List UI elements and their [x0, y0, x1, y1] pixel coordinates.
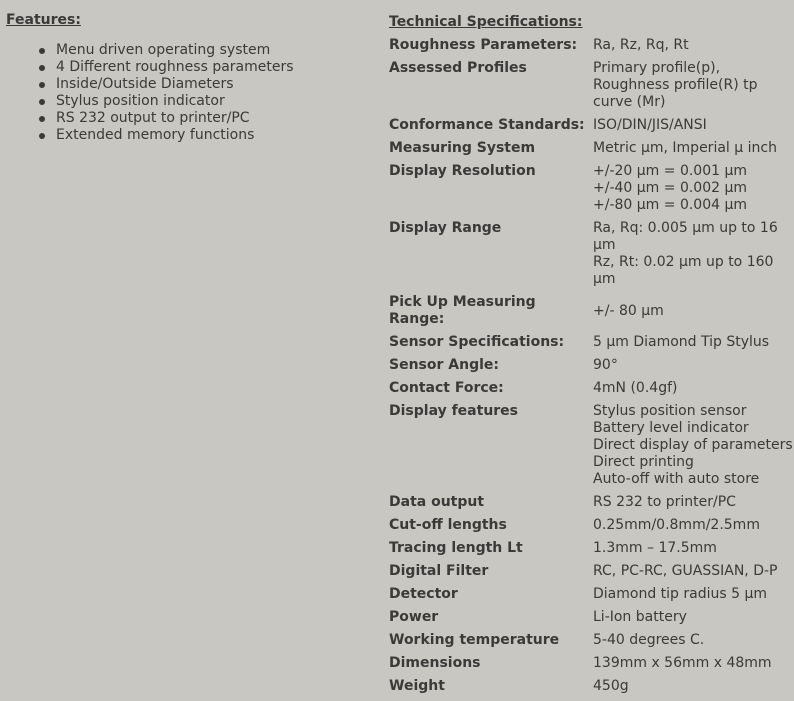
- spec-row: [389, 117, 793, 140]
- spec-value: Ra, Rz, Rq, Rt: [593, 37, 689, 53]
- spec-label: Tracing length Lt: [389, 540, 523, 556]
- spec-row: [389, 563, 793, 586]
- spec-value: +/- 80 µm: [593, 302, 664, 319]
- spec-row: [389, 586, 793, 609]
- spec-row: [389, 403, 793, 494]
- spec-value: Diamond tip radius 5 µm: [593, 586, 768, 602]
- spec-label: Display Resolution: [389, 163, 536, 179]
- spec-value: RS 232 to printer/PC: [593, 494, 736, 510]
- spec-row: [389, 609, 793, 632]
- spec-row: [389, 140, 793, 163]
- spec-row: [389, 294, 793, 334]
- features-section: [6, 12, 336, 144]
- spec-label: Contact Force:: [389, 380, 504, 396]
- spec-row: [389, 37, 793, 60]
- spec-label: Power: [389, 609, 439, 625]
- spec-label: Working temperature: [389, 632, 560, 648]
- spec-value: RC, PC-RC, GUASSIAN, D-P: [593, 563, 778, 579]
- spec-label: Weight: [389, 678, 445, 694]
- feature-item: 4 Different roughness parameters: [38, 59, 336, 76]
- spec-value: 90°: [593, 357, 618, 373]
- spec-value: Metric µm, Imperial µ inch: [593, 140, 777, 156]
- feature-item: Extended memory functions: [38, 127, 336, 144]
- spec-value: Ra, Rq: 0.005 µm up to 16 µm Rz, Rt: 0.02 µm up to 160 µm: [593, 220, 778, 287]
- spec-row: [389, 632, 793, 655]
- spec-label: Digital Filter: [389, 563, 489, 579]
- spec-row: [389, 517, 793, 540]
- specifications-section: [389, 14, 793, 701]
- feature-item: Inside/Outside Diameters: [38, 76, 336, 93]
- spec-value: Li-Ion battery: [593, 609, 687, 625]
- spec-row: [389, 494, 793, 517]
- spec-row: [389, 334, 793, 357]
- spec-label: Cut-off lengths: [389, 517, 507, 533]
- spec-label: Pick Up Measuring Range:: [389, 294, 536, 327]
- spec-value: 4mN (0.4gf): [593, 380, 678, 396]
- spec-value: Primary profile(p), Roughness profile(R) tp curve (Mr): [593, 60, 758, 110]
- spec-row: [389, 220, 793, 294]
- specifications-title: Technical Specifications:: [389, 14, 583, 30]
- spec-value: Stylus position sensor Battery level indicator Direct display of parameters Direct printing Auto-off with auto store: [593, 403, 793, 487]
- feature-item: Menu driven operating system: [38, 42, 336, 59]
- spec-row: [389, 655, 793, 678]
- spec-value: 0.25mm/0.8mm/2.5mm: [593, 517, 760, 533]
- spec-value: 5 µm Diamond Tip Stylus: [593, 334, 770, 350]
- spec-value: +/-20 µm = 0.001 µm +/-40 µm = 0.002 µm +/-80 µm = 0.004 µm: [593, 163, 748, 213]
- spec-value: ISO/DIN/JIS/ANSI: [593, 117, 707, 133]
- spec-label: Sensor Specifications:: [389, 334, 565, 350]
- spec-row: [389, 357, 793, 380]
- spec-label: Measuring System: [389, 140, 536, 156]
- spec-label: Conformance Standards:: [389, 117, 585, 133]
- spec-label: Roughness Parameters:: [389, 37, 578, 53]
- spec-label: Assessed Profiles: [389, 60, 527, 76]
- spec-value: 139mm x 56mm x 48mm: [593, 655, 772, 671]
- feature-item: Stylus position indicator: [38, 93, 336, 110]
- features-title: Features:: [6, 12, 81, 28]
- spec-row: [389, 163, 793, 220]
- spec-label: Dimensions: [389, 655, 481, 671]
- feature-item: RS 232 output to printer/PC: [38, 110, 336, 127]
- spec-row: [389, 60, 793, 117]
- features-list: [6, 42, 336, 144]
- spec-label: Sensor Angle:: [389, 357, 499, 373]
- spec-label: Data output: [389, 494, 485, 510]
- spec-value: 5-40 degrees C.: [593, 632, 705, 648]
- specifications-table: [389, 37, 793, 701]
- spec-row: [389, 540, 793, 563]
- spec-row: [389, 678, 793, 701]
- spec-label: Display features: [389, 403, 519, 419]
- spec-value: 450g: [593, 678, 629, 694]
- spec-label: Detector: [389, 586, 458, 602]
- spec-value: 1.3mm – 17.5mm: [593, 540, 717, 556]
- spec-label: Display Range: [389, 220, 502, 236]
- spec-row: [389, 380, 793, 403]
